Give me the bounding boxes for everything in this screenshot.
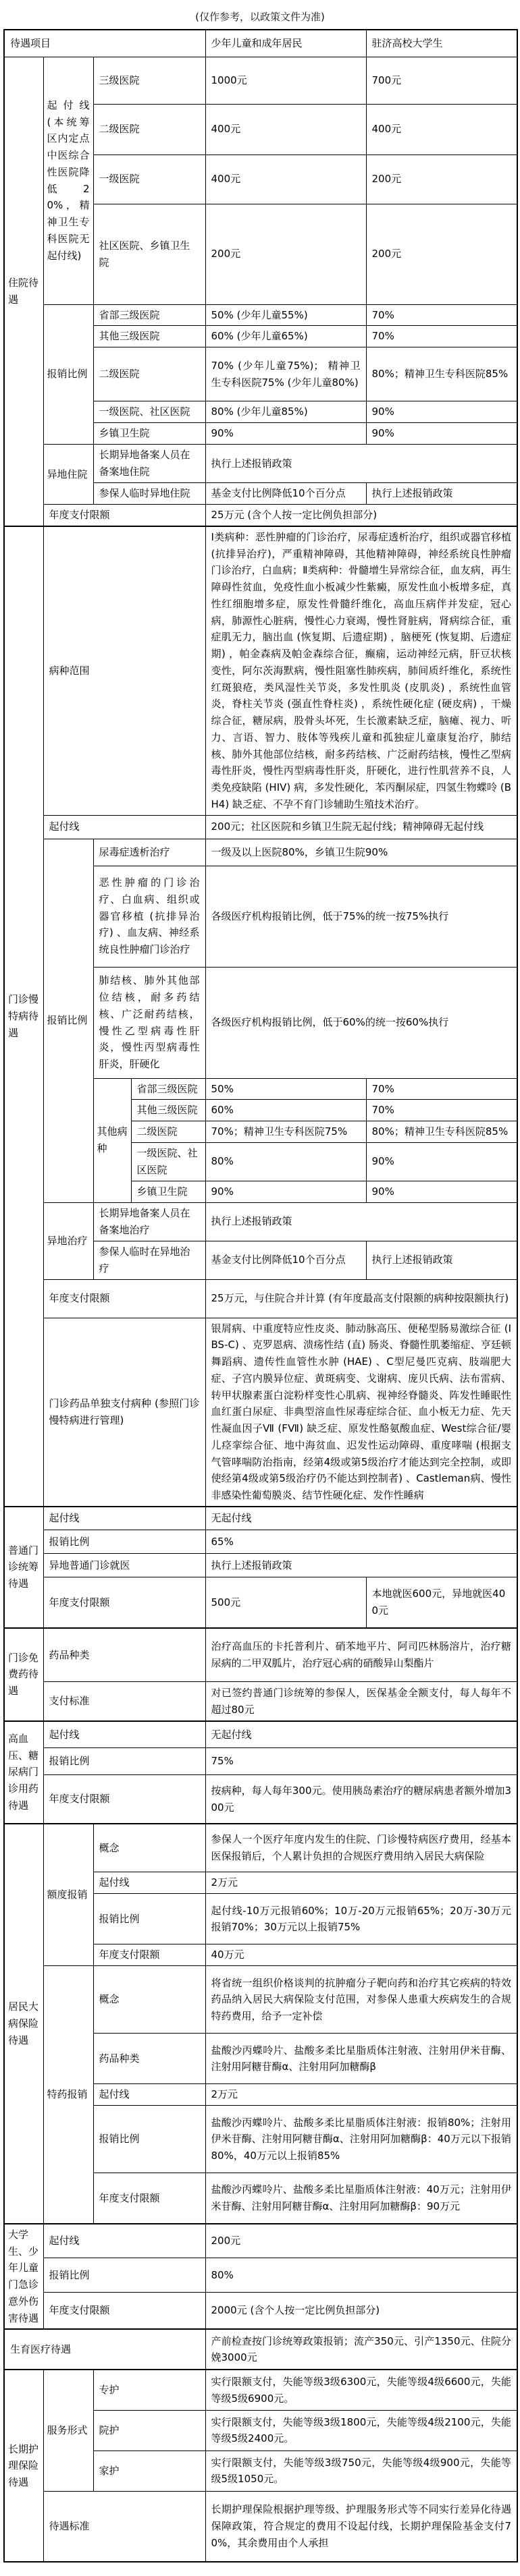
hospital-tier-label: 省部三级医院: [131, 1078, 205, 1100]
offsite-case-label: 参保人临时在异地治疗: [93, 1241, 205, 1279]
student-value: 70%: [366, 1100, 517, 1121]
student-value: 70%: [366, 304, 517, 326]
merged-value: 盐酸沙丙蝶呤片、盐酸多柔比星脂质体注射液：报销80%；注射用伊米苷酶、注射用阿糖苷酶α、注射用阿加糖酶β：40万元以下报销80%，40万元以上报销85%: [205, 2106, 517, 2173]
other-diseases-label: 其他病种: [93, 1078, 131, 1202]
merged-value: 无起付线: [205, 1507, 517, 1530]
hospital-tier-label: 社区医院、乡镇卫生院: [93, 204, 205, 304]
reimbursement-label: 报销比例: [43, 1748, 205, 1775]
hospital-tier-label: 一级医院、社区医院: [93, 401, 205, 423]
merged-value: 25万元，与住院合并计算 (有年度最高支付限额的病种按限额执行): [205, 1279, 517, 1318]
header-benefit-item: 待遇项目: [4, 30, 205, 57]
student-value: 本地就医600元，异地就医400元: [366, 1577, 517, 1628]
hospitalization-deductible-label: 起付线 (本统筹区内定点中医综合性医院降低20%，精神卫生专科医院无起付线): [43, 57, 93, 304]
concept-label: 概念: [93, 1824, 205, 1872]
deductible-label: 起付线: [43, 1507, 205, 1530]
annual-limit-label: 年度支付限额: [43, 1577, 205, 1628]
merged-value: 将省统一组织价格谈判的抗肿瘤分子靶向药和治疗其它疾病的特效药品纳入居民大病保险支付范围，对参保人患重大疾病发生的合规特药费用，给予一定补偿: [205, 1966, 517, 2034]
section-label-critical-illness: 居民大病保险待遇: [4, 1824, 43, 2224]
merged-value: 实行限额支付，失能等级3级1800元，失能等级4级2100元，失能等级5级2400元。: [205, 2410, 517, 2451]
annual-limit-label: 年度支付限额: [43, 1279, 205, 1318]
resident-value: 90%: [205, 1181, 366, 1202]
merged-value: 盐酸沙丙蝶呤片、盐酸多柔比星脂质体注射液、注射用伊米苷酶、注射用阿糖苷酶α、注射用阿加糖酶β: [205, 2034, 517, 2084]
disease-group-label: 肺结核、肺外其他部位结核，耐多药结核、广泛耐药结核，慢性乙型病毒性肝炎，慢性丙型病毒性肝炎，肝硬化: [93, 967, 205, 1078]
hospital-tier-label: 其他三级医院: [131, 1100, 205, 1121]
section-label-chronic-outpatient: 门诊慢特病待遇: [4, 526, 43, 1507]
hospitalization-offsite-label: 异地住院: [43, 445, 93, 505]
offsite-case-label: 长期异地备案人员在备案地住院: [93, 445, 205, 483]
merged-value: 75%: [205, 1748, 517, 1775]
hospital-tier-label: 二级医院: [93, 347, 205, 401]
deductible-label: 起付线: [43, 1721, 205, 1748]
merged-value: 产前检查按门诊统筹政策报销；流产350元、引产1350元、住院分娩3000元: [205, 2329, 517, 2370]
page-title: (仅作参考，以政策文件为准): [195, 11, 325, 23]
resident-value: 50%: [205, 1078, 366, 1100]
merged-value: 200元；社区医院和乡镇卫生院无起付线；精神障碍无起付线: [205, 815, 517, 839]
reimbursement-label: 报销比例: [93, 2106, 205, 2173]
merged-value: 执行上述报销政策: [205, 1554, 517, 1577]
benefit-standard-label: 待遇标准: [43, 2491, 205, 2562]
merged-value: 按病种，每人每年300元。使用胰岛素治疗的糖尿病患者额外增加300元: [205, 1775, 517, 1824]
merged-value: 实行限额支付，失能等级3级750元，失能等级4级900元，失能等级5级1050元。: [205, 2451, 517, 2491]
section-label-hypertension-diabetes: 高血压、糖尿病门诊用药待遇: [4, 1721, 43, 1824]
resident-value: 基金支付比例降低10个百分点: [205, 483, 366, 505]
section-label-longterm-care: 长期护理保险待遇: [4, 2370, 43, 2562]
separate-drug-diseases-value: 银屑病、中重度特应性皮炎、肺动脉高压、便秘型肠易激综合征 (IBS-C) 、克罗恩病、溃疡性结 (直) 肠炎、脊髓性肌萎缩症、亨廷顿舞蹈病、遗传性血管性水肿 (HAE) 、C型尼曼匹克病、肢端肥大症、子宫内膜异位症、黄斑病变、戈谢病、庞贝氏病、法布雷病、转甲状腺素蛋白淀粉样变性心肌病、视神经脊髓炎、阵发性睡眠性血红蛋白尿症、非典型溶血性尿毒症综合征、血小板无力症、先天性凝血因子Ⅶ (FⅦ) 缺乏症、原发性酪氨酸血症、West综合征/婴儿痉挛综合征、地中海贫血、迟发性运动障碍、重度哮喘 (根据支气管哮喘防治指南，经第4级或第5级治疗才能达到完全控制，或即使经第4级或第5级治疗仍不能达到控制者) 、Castleman病、慢性非感染性葡萄膜炎、结节性硬化症、发作性睡病: [205, 1318, 517, 1507]
hospital-tier-label: 二级医院: [93, 104, 205, 155]
resident-value: 500元: [205, 1577, 366, 1628]
student-value: 80%；精神卫生专科医院85%: [366, 1121, 517, 1143]
offsite-case-label: 参保人临时异地住院: [93, 483, 205, 505]
section-label-student-injury: 大学生、少年儿童门急诊意外伤害待遇: [4, 2224, 43, 2330]
student-value: 80%；精神卫生专科医院85%: [366, 347, 517, 401]
service-form-label: 服务形式: [43, 2370, 93, 2491]
student-value: 70%: [366, 1078, 517, 1100]
merged-value: 2万元: [205, 2084, 517, 2106]
disease-scope-label: 病种范围: [43, 526, 205, 815]
resident-value: 200元: [205, 204, 366, 304]
concept-label: 概念: [93, 1966, 205, 2034]
student-value: 执行上述报销政策: [366, 1241, 517, 1279]
student-value: 执行上述报销政策: [366, 483, 517, 505]
annual-limit-label: 年度支付限额: [43, 505, 205, 526]
merged-value: 65%: [205, 1530, 517, 1554]
student-value: 70%: [366, 326, 517, 347]
merged-value: 执行上述报销政策: [205, 445, 517, 483]
quota-reimbursement-label: 额度报销: [43, 1824, 93, 1966]
merged-value: 长期护理保险根据护理等级、护理服务形式等不同实行差异化待遇保障政策，符合规定的费用不设起付线，长期护理保险基金支付70%，其余费用由个人承担: [205, 2491, 517, 2562]
drug-types-label: 药品种类: [43, 1628, 205, 1682]
reimbursement-label: 报销比例: [43, 1530, 205, 1554]
hospital-tier-label: 乡镇卫生院: [93, 423, 205, 445]
merged-value: 实行限额支付，失能等级3级6300元，失能等级4级6600元，失能等级5级6900元。: [205, 2370, 517, 2410]
annual-limit-label: 年度支付限额: [93, 2173, 205, 2224]
reimbursement-label: 报销比例: [93, 1894, 205, 1944]
merged-value: 40万元: [205, 1944, 517, 1966]
hospital-tier-label: 其他三级医院: [93, 326, 205, 347]
deductible-label: 起付线: [93, 1872, 205, 1894]
resident-value: 基金支付比例降低10个百分点: [205, 1241, 366, 1279]
reimbursement-label: 报销比例: [43, 2258, 205, 2293]
merged-value: 治疗高血压的卡托普利片、硝苯地平片、阿司匹林肠溶片，治疗糖尿病的二甲双胍片，治疗冠心病的硝酸异山梨酯片: [205, 1628, 517, 1682]
merged-value: 盐酸沙丙蝶呤片、盐酸多柔比星脂质体注射液：40万元；注射用伊米苷酶、注射用阿糖苷酶α、注射用阿加糖酶β：90万元: [205, 2173, 517, 2224]
chronic-reimbursement-label: 报销比例: [43, 839, 93, 1202]
chronic-deductible-label: 起付线: [43, 815, 205, 839]
resident-value: 70% (少年儿童75%)； 精神卫生专科医院75% (少年儿童80%): [205, 347, 366, 401]
header-resident-column: 少年儿童和成年居民: [205, 30, 366, 57]
resident-value: 1000元: [205, 57, 366, 104]
merged-value: 起付线-10万元报销60%；10万-20万元报销65%；20万-30万元报销70%；30万元以上报销75%: [205, 1894, 517, 1944]
special-drug-reimbursement-label: 特药报销: [43, 1966, 93, 2224]
hospital-tier-label: 二级医院: [131, 1121, 205, 1143]
resident-value: 80%: [205, 1142, 366, 1181]
resident-value: 400元: [205, 155, 366, 204]
resident-value: 60%: [205, 1100, 366, 1121]
hospital-tier-label: 省部三级医院: [93, 304, 205, 326]
section-label-maternity: 生育医疗待遇: [4, 2329, 205, 2370]
drug-types-label: 药品种类: [93, 2034, 205, 2084]
offsite-outpatient-label: 异地普通门诊就医: [43, 1554, 205, 1577]
resident-value: 50% (少年儿童55%): [205, 304, 366, 326]
care-type-label: 院护: [93, 2410, 205, 2451]
student-value: 400元: [366, 104, 517, 155]
merged-value: 各级医疗机构报销比例，低于60%的统一按60%执行: [205, 967, 517, 1078]
merged-value: 200元: [205, 2224, 517, 2258]
annual-limit-label: 年度支付限额: [93, 1944, 205, 1966]
section-label-free-drugs: 门诊免费药待遇: [4, 1628, 43, 1721]
payment-standard-label: 支付标准: [43, 1682, 205, 1721]
hospitalization-reimbursement-label: 报销比例: [43, 304, 93, 445]
student-value: 90%: [366, 1142, 517, 1181]
merged-value: 80%: [205, 2258, 517, 2293]
care-type-label: 家护: [93, 2451, 205, 2491]
student-value: 90%: [366, 423, 517, 445]
merged-value: 各级医疗机构报销比例，低于75%的统一按75%执行: [205, 866, 517, 967]
resident-value: 400元: [205, 104, 366, 155]
merged-value: 25万元 (含个人按一定比例负担部分): [205, 505, 517, 526]
student-value: 200元: [366, 155, 517, 204]
merged-value: 一级及以上医院80%，乡镇卫生院90%: [205, 839, 517, 866]
header-student-column: 驻济高校大学生: [366, 30, 517, 57]
merged-value: 2000元 (含个人按一定比例负担部分): [205, 2292, 517, 2329]
benefits-table: [3, 29, 518, 2563]
resident-value: 80% (少年儿童85%): [205, 401, 366, 423]
annual-limit-label: 年度支付限额: [43, 1775, 205, 1824]
student-value: 90%: [366, 1181, 517, 1202]
student-value: 200元: [366, 204, 517, 304]
care-type-label: 专护: [93, 2370, 205, 2410]
student-value: 700元: [366, 57, 517, 104]
separate-drug-diseases-label: 门诊药品单独支付病种 (参照门诊慢特病进行管理): [43, 1318, 205, 1507]
merged-value: 参保人一个医疗年度内发生的住院、门诊慢特病医疗费用，经基本医保报销后，个人累计负担的合规医疗费用纳入居民大病保险: [205, 1824, 517, 1872]
merged-value: 无起付线: [205, 1721, 517, 1748]
hospital-tier-label: 一级医院、社区医院: [131, 1142, 205, 1181]
resident-value: 60% (少年儿童65%): [205, 326, 366, 347]
merged-value: 执行上述报销政策: [205, 1202, 517, 1241]
annual-limit-label: 年度支付限额: [43, 2292, 205, 2329]
chronic-offsite-label: 异地治疗: [43, 1202, 93, 1279]
disease-scope-value: Ⅰ类病种：恶性肿瘤的门诊治疗，尿毒症透析治疗，组织或器官移植(抗排异治疗)，严重精神障碍，其他精神障碍，神经系统良性肿瘤门诊治疗，白血病；Ⅱ类病种：骨髓增生异常综合征，血友病，再生障碍性贫血，免疫性血小板减少性紫癜，原发性血小板增多症，真性红细胞增多症，原发性骨髓纤维化，高血压病伴并发症，冠心病，肺源性心脏病，慢性心力衰竭，慢性肾脏病，肾病综合征，重症肌无力，脑出血 (恢复期、后遗症期) ，脑梗死 (恢复期、后遗症期) ，帕金森病及帕金森综合征，癫痫，运动神经元病，肝豆状核变性，阿尔茨海默病，慢性阻塞性肺疾病，肺间质纤维化，系统性红斑狼疮，类风湿性关节炎，多发性肌炎 (皮肌炎) ，系统性血管炎，脊柱关节炎 (强直性脊柱炎) ，系统性硬化症 (硬皮病) ，干燥综合征，糖尿病，股骨头坏死，生长激素缺乏症，脑瘫、视力、听力、言语、智力、肢体等残疾儿童和孤独症儿童康复治疗，肺结核、肺外其他部位结核，耐多药结核、广泛耐药结核，慢性乙型病毒性肝炎，慢性丙型病毒性肝炎，肝硬化，进行性肌营养不良，人类免疫缺陷 (HIV) 病，多发性硬化，苯丙酮尿症，四氢生物蝶呤 (BH4) 缺乏症、不孕不育门诊辅助生殖技术治疗。: [205, 526, 517, 815]
student-value: 90%: [366, 401, 517, 423]
hospital-tier-label: 三级医院: [93, 57, 205, 104]
resident-value: 90%: [205, 423, 366, 445]
hospital-tier-label: 一级医院: [93, 155, 205, 204]
disease-group-label: 尿毒症透析治疗: [93, 839, 205, 866]
merged-value: 对已签约普通门诊统筹的参保人，医保基金全额支付，每人每年不超过80元: [205, 1682, 517, 1721]
resident-value: 70%；精神卫生专科医院75%: [205, 1121, 366, 1143]
section-label-hospitalization: 住院待遇: [4, 57, 43, 526]
deductible-label: 起付线: [43, 2224, 205, 2258]
hospital-tier-label: 乡镇卫生院: [131, 1181, 205, 1202]
deductible-label: 起付线: [93, 2084, 205, 2106]
section-label-general-outpatient: 普通门诊统筹待遇: [4, 1507, 43, 1628]
offsite-case-label: 长期异地备案人员在备案地治疗: [93, 1202, 205, 1241]
disease-group-label: 恶性肿瘤的门诊治疗、白血病、组织或器官移植 (抗排异治疗) 、血友病、神经系统良性肿瘤门诊治疗: [93, 866, 205, 967]
merged-value: 2万元: [205, 1872, 517, 1894]
